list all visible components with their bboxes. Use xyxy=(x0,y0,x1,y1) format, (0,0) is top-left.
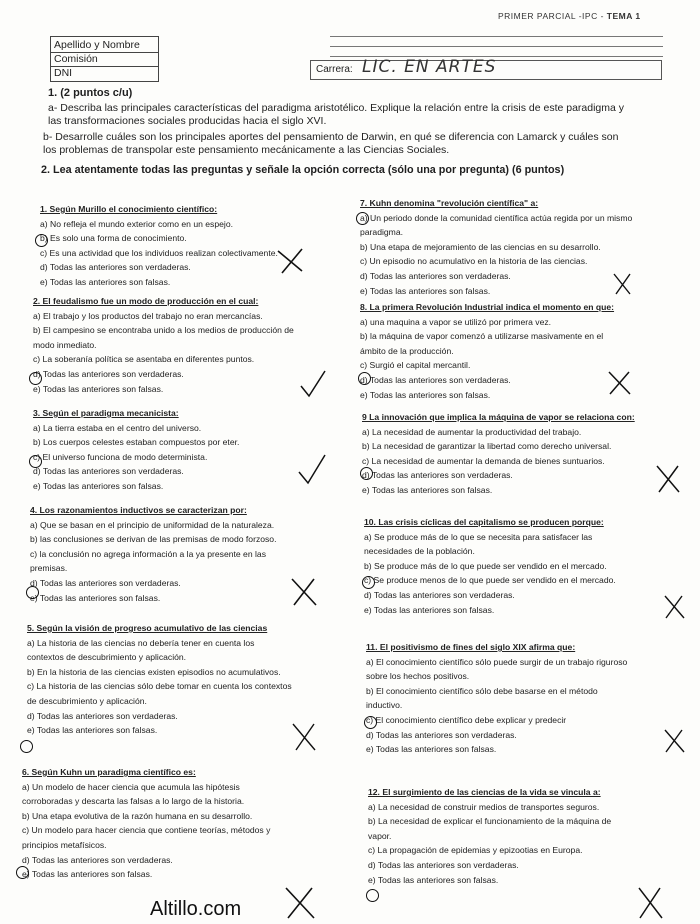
commission-label: Comisión xyxy=(54,53,98,65)
question-10: 10. Las crisis cíclicas del capitalismo se producen porque: a) Se produce más de lo que se necesita para satisfacer las necesidades de la población. b) Se produce más de lo que puede ser vendido en el mercado. c) Se produce menos de lo que puede ser vendido en el mercado. d) Todas las anteriores son verdaderas. e) Todas las anteriores son falsas. xyxy=(364,517,616,615)
cross-mark-q12 xyxy=(634,884,666,920)
answer-circle-q5 xyxy=(20,740,33,753)
q1-option-d: d) Todas las anteriores son verdaderas. xyxy=(40,262,191,273)
watermark: Altillo.com xyxy=(150,898,242,920)
question-2: 2. El feudalismo fue un modo de producción en el cual: a) El trabajo y los productos del trabajo no eran mercancías. b) El campesino se encontraba unido a los medios de producción de modo inmediato. c) La soberanía política se asentaba en diferentes puntos. d) Todas las anteriores son verdaderas. e) Todas las anteriores son falsas. xyxy=(33,296,294,394)
name-label: Apellido y Nombre xyxy=(54,39,140,51)
check-mark-q3 xyxy=(296,452,328,486)
answer-circle-q11 xyxy=(364,716,377,729)
section1-question-b: b- Desarrolle cuáles son los principales aportes del pensamiento de Darwin, en qué se diferencia con Lamarck y cuáles son los problemas de transpolar este pensamiento mecánicamente a las Ciencias Sociales. xyxy=(43,131,619,156)
section1-question-a: a- Describa las principales características del paradigma aristotélico. Explique la relación entre la crisis de este paradigma y las transformaciones sociales producidas hacia el siglo XVI. xyxy=(48,102,625,127)
question-9: 9 La innovación que implica la máquina de vapor se relaciona con: a) La necesidad de aumentar la productividad del trabajo. b) La necesidad de garantizar la libertad como derecho universal. c) La necesidad de aumentar la demanda de bienes suntuarios. d) Todas las anteriores son verdaderas. e) Todas las anteriores son falsas. xyxy=(362,412,635,495)
question-12: 12. El surgimiento de las ciencias de la vida se vincula a: a) La necesidad de construir medios de transportes seguros. b) La necesidad de explicar el funcionamiento de la máquina de vapor. c) La propagación de epidemias y epizootias en Europa. d) Todas las anteriores son verdaderas. e) Todas las anteriores son falsas. xyxy=(368,787,612,885)
question-3: 3. Según el paradigma mecanicista: a) La tierra estaba en el centro del universo. b) Los cuerpos celestes estaban compuestos por eter. c) El universo funciona de modo determinista. d) Todas las anteriores son verdaderas. e) Todas las anteriores son falsas. xyxy=(33,408,240,491)
career-label: Carrera: xyxy=(316,64,353,75)
answer-circle-q8 xyxy=(358,372,371,385)
cross-mark-q5 xyxy=(288,720,320,754)
q1-option-a: a) No refleja el mundo exterior como en un espejo. xyxy=(40,218,233,229)
section2-title: 2. Lea atentamente todas las preguntas y señale la opción correcta (sólo una por pregunta) (6 puntos) xyxy=(41,164,565,176)
question-8: 8. La primera Revolución Industrial indica el momento en que: a) una maquina a vapor se utilizó por primera vez. b) la máquina de vapor comenzó a utilizarse masivamente en el ámbito de la producción. c) Surgió el capital mercantil. d) Todas las anteriores son verdaderas. e) Todas las anteriores son falsas. xyxy=(360,302,615,400)
student-info-box xyxy=(50,36,159,82)
dni-label: DNI xyxy=(54,67,73,79)
cross-mark-q4 xyxy=(286,575,322,609)
answer-circle-q2 xyxy=(29,372,42,385)
answer-circle-q9 xyxy=(360,467,373,480)
answer-circle-q12 xyxy=(366,889,379,902)
question-4: 4. Los razonamientos inductivos se caracterizan por: a) Que se basan en el principio de uniformidad de la naturaleza. b) las conclusiones se derivan de las premisas de modo forzoso. c) la conclusión no agrega información a la ya presente en las premisas. d) Todas las anteriores son verdaderas. e) Todas las anteriores son falsas. xyxy=(30,505,277,603)
answer-circle-q7 xyxy=(356,212,369,225)
question-6: 6. Según Kuhn un paradigma científico es: a) Un modelo de hacer ciencia que acumula las hipótesis corroboradas y descarta las falsas a lo largo de la historia. b) Una etapa evolutiva de la razón humana en su desarrollo. c) Un modelo para hacer ciencia que contiene teorías, métodos y principios metafísicos. d) Todas las anteriores son verdaderas. e) Todas las anteriores son falsas. xyxy=(22,767,271,880)
q1-option-c: c) Es una actividad que los individuos realizan colectivamente. xyxy=(40,247,278,258)
answer-circle-q6 xyxy=(16,866,29,879)
cross-mark-q6 xyxy=(282,884,318,920)
exam-title: PRIMER PARCIAL -IPC - TEMA 1 xyxy=(498,11,641,21)
cross-mark-q7 xyxy=(608,270,636,298)
q1-option-e: e) Todas las anteriores son falsas. xyxy=(40,276,171,287)
question-1: 1. Según Murillo el conocimiento científico: a) No refleja el mundo exterior como en un espejo. b) Es solo una forma de conocimiento. c) Es una actividad que los individuos realizan colectivamente. d) Todas las anteriores son verdaderas. e) Todas las anteriores son falsas. xyxy=(40,202,278,290)
cross-mark-q11 xyxy=(660,726,688,756)
check-mark-q2 xyxy=(298,368,328,400)
section1-title: 1. (2 puntos c/u) xyxy=(48,87,133,99)
answer-circle-q10 xyxy=(362,576,375,589)
cross-mark-q1 xyxy=(272,245,308,275)
question-5: 5. Según la visión de progreso acumulativo de las ciencias a) La historia de las ciencias no debería tener en cuenta los contextos de descubrimiento y aplicación. b) En la historia de las ciencias existen episodios no acumulativos. c) La historia de las ciencias sólo debe tomar en cuenta los contextos de descubrimiento y aplicación. d) Todas las anteriores son verdaderas. e) Todas las anteriores son falsas. xyxy=(27,623,292,736)
cross-mark-q10 xyxy=(660,592,688,622)
career-handwritten-value: LIC. EN ARTES xyxy=(362,57,497,77)
answer-circle-q3 xyxy=(29,455,42,468)
question-11: 11. El positivismo de fines del siglo XIX afirma que: a) El conocimiento científico sólo puede surgir de un trabajo riguroso sobre los hechos positivos. b) El conocimiento científico sólo debe basarse en el método inductivo. c) El conocimiento científico debe explicar y predecir d) Todas las anteriores son verdaderas. e) Todas las anteriores son falsas. xyxy=(366,642,628,755)
cross-mark-q9 xyxy=(652,462,684,496)
cross-mark-q8 xyxy=(604,368,634,398)
answer-circle-q1 xyxy=(35,234,48,247)
answer-circle-q4 xyxy=(26,586,39,599)
question-7: 7. Kuhn denomina "revolución científica" a: a) Un periodo donde la comunidad científica actúa regida por un mismo paradigma. b) Una etapa de mejoramiento de las ciencias en su desarrollo. c) Un episodio no acumulativo en la historia de las ciencias. d) Todas las anteriores son verdaderas. e) Todas las anteriores son falsas. xyxy=(360,198,633,296)
q1-option-b: b) Es solo una forma de conocimiento. xyxy=(40,233,187,244)
